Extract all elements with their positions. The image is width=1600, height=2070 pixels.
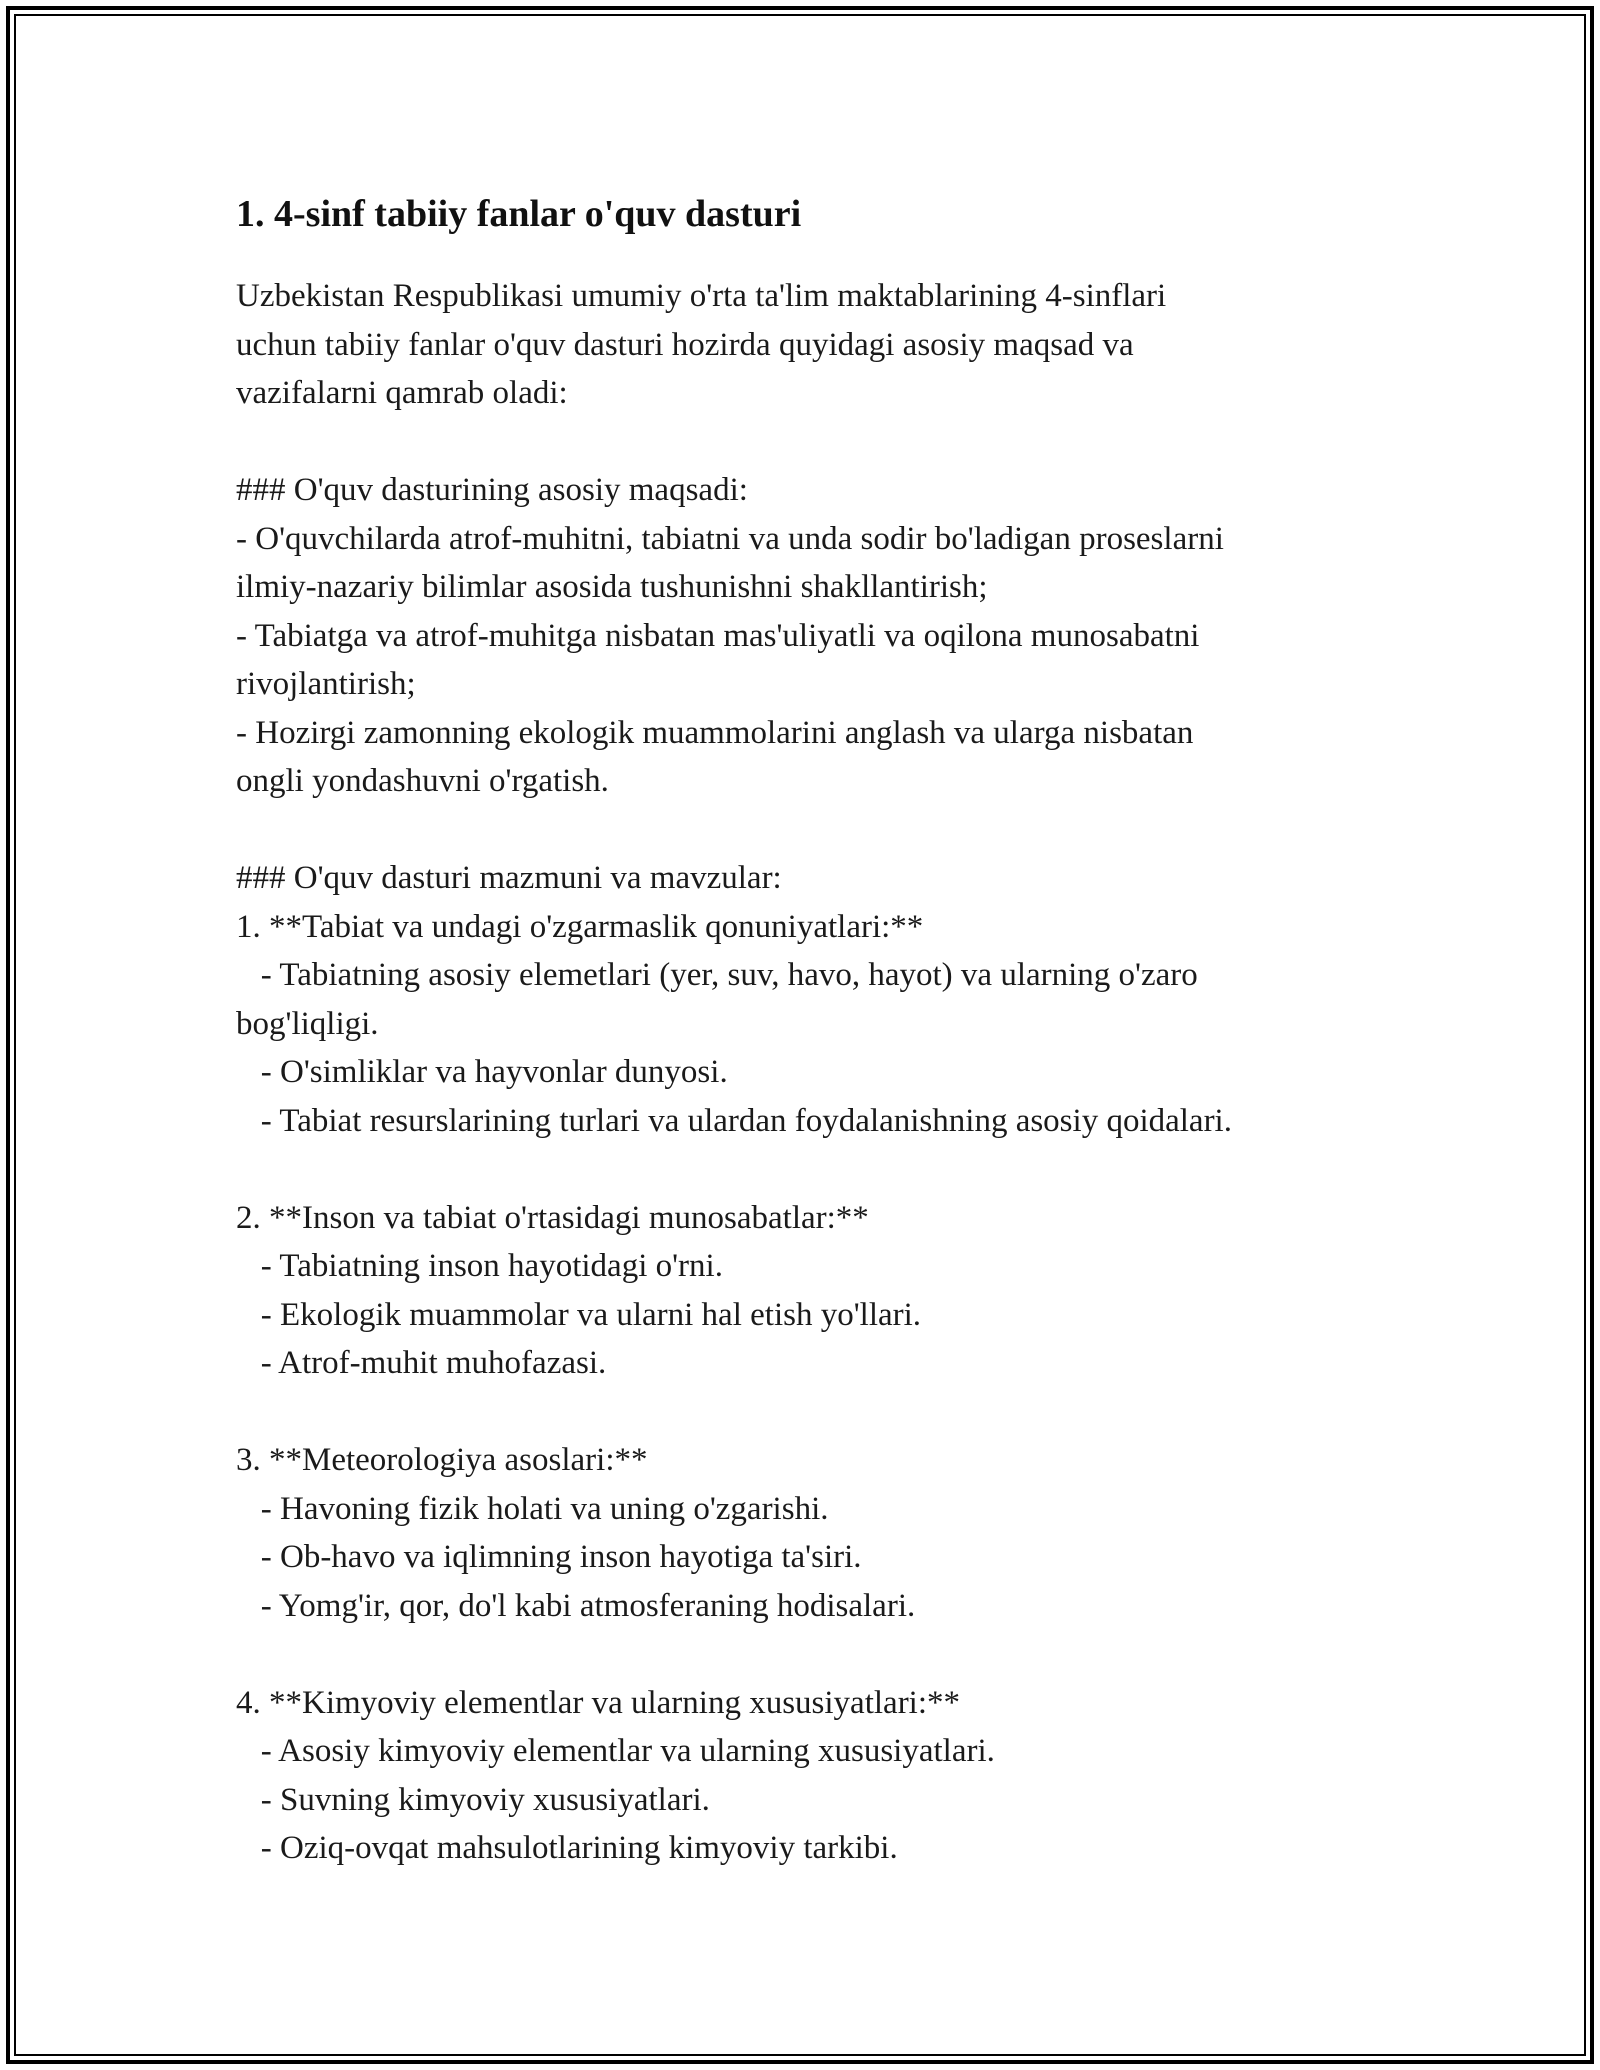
document-body: Uzbekistan Respublikasi umumiy o'rta ta'lim maktablarining 4-sinflari uchun tabiiy fanlar o'quv dasturi hozirda quyidagi asosiy maqsad va vazifalarni qamrab oladi: ### O'quv dasturining asosiy maqsadi: - O'quvchilarda atrof-muhitni, tabiatni va unda sodir bo'ladigan proseslarni ilmiy-nazariy bilimlar asosida tushunishni shakllantirish; - Tabiatga va atrof-muhitga nisbatan mas'uliyatli va oqilona munosabatni rivojlantirish; - Hozirgi zamonning ekologik muammolarini anglash va ularga nisbatan ongli yondashuvni o'rgatish. ### O'quv dasturi mazmuni va mavzular: 1. **Tabiat va undagi o'zgarmaslik qonuniyatlari:** - Tabiatning asosiy elemetlari (yer, suv, havo, hayot) va ularning o'zaro bog'liqligi. - O'simliklar va hayvonlar dunyosi. - Tabiat resurslarining turlari va ulardan foydalanishning asosiy qoidalari. 2. **Inson va tabiat o'rtasidagi munosabatlar:** - Tabiatning inson hayotidagi o'rni. - Ekologik muammolar va ularni hal etish yo'llari. - Atrof-muhit muhofazasi. 3. **Meteorologiya asoslari:** - Havoning fizik holati va uning o'zgarishi. - Ob-havo va iqlimning inson hayotiga ta'siri. - Yomg'ir, qor, do'l kabi atmosferaning hodisalari. 4. **Kimyoviy elementlar va ularning xususiyatlari:** - Asosiy kimyoviy elementlar va ularning xususiyatlari. - Suvning kimyoviy xususiyatlari. - Oziq-ovqat mahsulotlarining kimyoviy tarkibi. (236, 278, 1232, 1866)
page-title: 1. 4-sinf tabiiy fanlar o'quv dasturi (236, 193, 802, 235)
document-content (236, 190, 1386, 1873)
